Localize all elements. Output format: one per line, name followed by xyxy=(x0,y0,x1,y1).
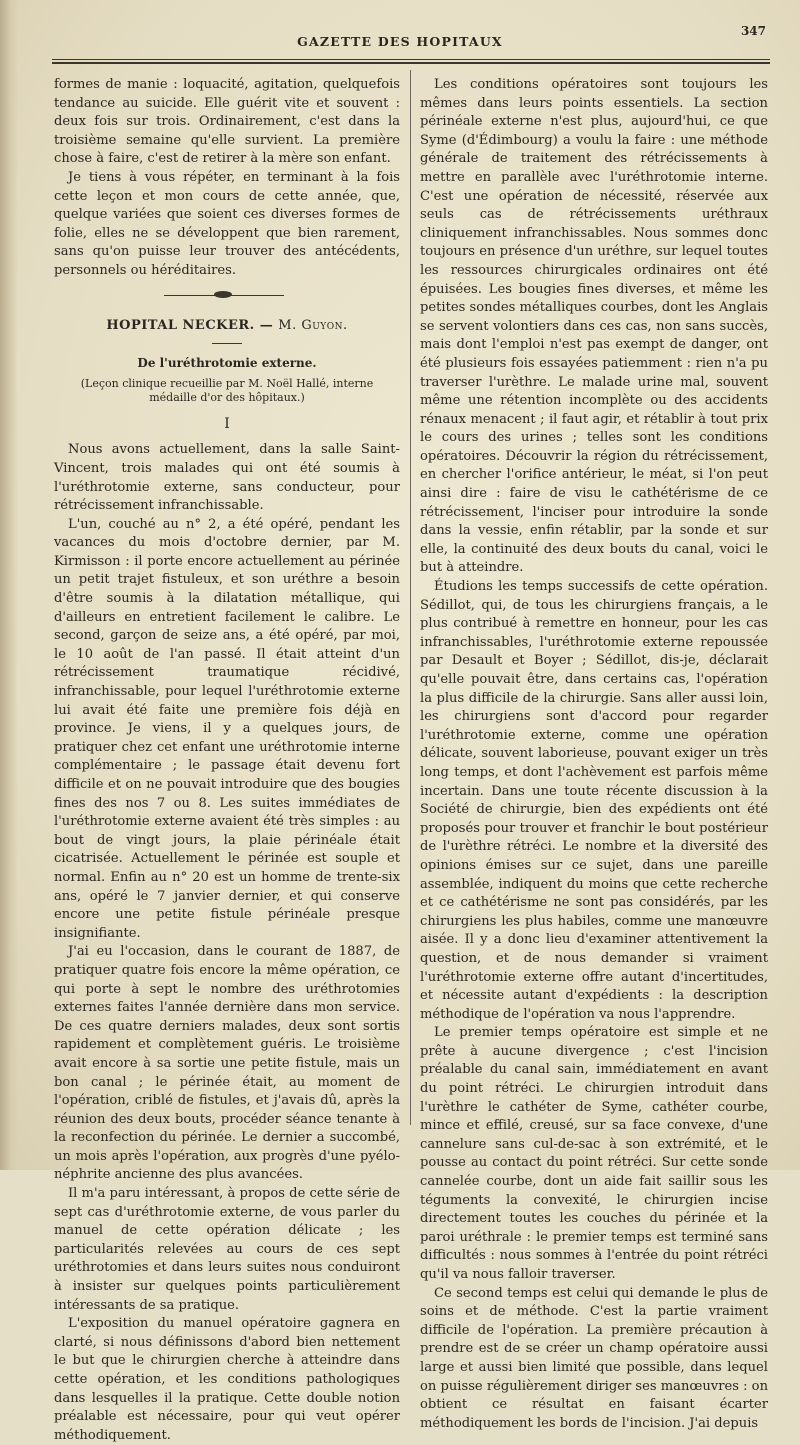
paragraph: L'exposition du manuel opératoire gagnera en clarté, si nous définissons d'abord bien nettement le but que le chirurgien cherche à atteindre dans cette opération, et les conditions pathologiques dans lesquelles il la pratique. Cette double notion préalable est nécessaire, pour qui veut opérer méthodiquement. xyxy=(54,1316,400,1443)
header-rule-thick xyxy=(52,62,770,64)
short-rule xyxy=(212,343,242,344)
page-binding-shadow xyxy=(0,0,18,1170)
column-divider xyxy=(410,70,411,1125)
section-heading-author: M. Guyon. xyxy=(278,317,348,333)
left-column xyxy=(54,76,400,1445)
lecture-credit: (Leçon clinique recueillie par M. Noël Hallé, interne médaille d'or des hôpitaux.) xyxy=(80,376,374,404)
paragraph: J'ai eu l'occasion, dans le courant de 1887, de pratiquer quatre fois encore la même opération, ce qui porte à sept le nombre des uréthrotomies externes faites l'année dernière dans mon service. De ces quatre derniers malades, deux sont sortis rapidement et complètement guéris. Le troisième avait encore à sa sortie une petite fistule, mais un bon canal ; le périnée était, au moment de l'opération, criblé de fistules, et j'avais dû, après la réunion des deux bouts, procéder séance tenante à la reconfection du périnée. Le dernier a succombé, un mois après l'opération, aux progrès d'une pyélo-néphrite ancienne des plus avancées. xyxy=(54,944,400,1183)
paragraph: Je tiens à vous répéter, en terminant à la fois cette leçon et mon cours de cette année, que, quelque variées que soient ces diverses formes de folie, elles ne se développent que bien rarement, sans qu'on puisse leur trouver des antécédents, personnels ou héréditaires. xyxy=(54,169,400,278)
paragraph: Il m'a paru intéressant, à propos de cette série de sept cas d'uréthrotomie externe, de vous parler du manuel de cette opération délicate ; les particularités relevées au cours de ces sept uréthrotomies et dans leurs suites nous conduiront à insister sur quelques points particulièrement intéressants de sa pratique. xyxy=(54,1186,400,1313)
paragraph: formes de manie : loquacité, agitation, quelquefois tendance au suicide. Elle guérit vite et souvent : deux fois sur trois. Ordinairement, c'est dans la troisième semaine qu'elle survient. La première chose à faire, c'est de retirer à la mère son enfant. xyxy=(54,77,400,167)
paragraph: Les conditions opératoires sont toujours les mêmes dans leurs points essentiels. La section périnéale externe n'est plus, aujourd'hui, ce que Syme (d'Édimbourg) a voulu la faire : une méthode générale de traitement des rétrécissements à mettre en parallèle avec l'uréthrotomie interne. C'est une opération de nécessité, réservée aux seuls cas de rétrécissements uréthraux cliniquement infranchissables. Nous sommes donc toujours en présence d'un uréthre, sur lequel toutes les ressources chirurgicales ordinaires ont été épuisées. Les bougies fines diverses, et même les petites sondes métalliques courbes, dont les Anglais se servent volontiers dans ces cas, non sans succès, mais dont l'emploi n'est pas exempt de danger, ont été plusieurs fois essayées patiemment : rien n'a pu traverser l'urèthre. Le malade urine mal, souvent même une rétention incomplète ou des accidents rénaux menacent ; il faut agir, et rétablir à tout prix le cours des urines ; telles sont les conditions opératoires. Découvrir la région du rétrécissement, en chercher l'orifice antérieur, le méat, si l'on peut ainsi dire : faire de visu le cathétérisme de ce rétrécissement, l'inciser pour introduire la sonde dans la vessie, enfin rétablir, par la sonde et sur elle, la continuité des deux bouts du canal, voici le but à atteindre. xyxy=(420,77,768,576)
ornamental-separator xyxy=(54,285,400,307)
paragraph: Le premier temps opératoire est simple et ne prête à aucune divergence ; c'est l'incision préalable du canal sain, immédiatement en avant du point rétréci. Le chirurgien introduit dans l'urèthre le cathéter de Syme, cathéter courbe, mince et effilé, creusé, sur sa face convexe, d'une cannelure sans cul-de-sac à son extrémité, et le pousse au contact du point rétréci. Sur cette sonde cannelée courbe, dont un aide fait saillir sous les téguments la convexité, le chirurgien incise directement toutes les couches du périnée et la paroi uréthrale : le premier temps est terminé sans difficultés : nous sommes à l'entrée du point rétréci qu'il va nous falloir traverser. xyxy=(420,1025,768,1282)
paragraph: Ce second temps est celui qui demande le plus de soins et de méthode. C'est la partie vraiment difficile de l'opération. La première précaution à prendre est de se créer un champ opératoire aussi large et aussi bien limité que possible, dans lequel on puisse régulièrement diriger ses manœuvres : on obtient ce résultat en faisant écarter méthodiquement les bords de l'incision. J'ai depuis xyxy=(420,1285,768,1431)
section-heading xyxy=(54,317,400,336)
paragraph: Nous avons actuellement, dans la salle Saint-Vincent, trois malades qui ont été soumis à l'uréthrotomie externe, sans conducteur, pour rétrécissement infranchissable. xyxy=(54,442,400,514)
page-number: 347 xyxy=(740,24,766,38)
header-rule-thin xyxy=(52,59,770,60)
part-number: I xyxy=(224,415,230,432)
paragraph: Étudions les temps successifs de cette opération. Sédillot, qui, de tous les chirurgiens français, a le plus contribué à remettre en honneur, pour les cas infranchissables, l'uréthrotomie externe repoussée par Desault et Boyer ; Sédillot, dis-je, déclarait qu'elle pouvait être, dans certains cas, l'opération la plus difficile de la chirurgie. Sans aller aussi loin, les chirurgiens sont d'accord pour regarder l'uréthrotomie externe, comme une opération délicate, souvent laborieuse, pouvant exiger un très long temps, et dont l'achèvement est parfois même incertain. Dans une toute récente discussion à la Société de chirurgie, bien des expédients ont été proposés pour trouver et franchir le bout postérieur de l'urèthre rétréci. Le nombre et la diversité des opinions émises sur ce sujet, dans une pareille assemblée, indiquent du moins que cette recherche et ce cathétérisme ne sont pas considérés, par les chirurgiens les plus habiles, comme une manœuvre aisée. Il y a donc lieu d'examiner attentivement la question, et de nous demander si vraiment l'uréthrotomie externe offre autant d'incertitudes, et nécessite autant d'expédients : la description méthodique de l'opération va nous l'apprendre. xyxy=(420,579,768,1022)
right-column xyxy=(420,76,768,1433)
section-heading-hospital: HOPITAL NECKER. — xyxy=(106,317,274,333)
article-subheading: De l'uréthrotomie externe. xyxy=(137,356,317,371)
running-header-title: GAZETTE DES HOPITAUX xyxy=(297,34,503,49)
paragraph: L'un, couché au n° 2, a été opéré, pendant les vacances du mois d'octobre dernier, par M. Kirmisson : il porte encore actuellement au périnée un petit trajet fistuleux, et son uréthre a besoin d'être soumis à la dilatation métallique, qui d'ailleurs en entretient facilement le calibre. Le second, garçon de seize ans, a été opéré, par moi, le 10 août de l'an passé. Il était atteint d'un rétrécissement traumatique récidivé, infranchissable, pour lequel l'uréthrotomie externe lui avait été faite une première fois déjà en province. Je viens, il y a quelques jours, de pratiquer chez cet enfant une uréthrotomie interne complémentaire ; le passage était devenu fort difficile et on ne pouvait introduire que des bougies fines des nos 7 ou 8. Les suites immédiates de l'uréthrotomie externe avaient été très simples : au bout de vingt jours, la plaie périnéale était cicatrisée. Actuellement le périnée est souple et normal. Enfin au n° 20 est un homme de trente-six ans, opéré le 7 janvier dernier, et qui conserve encore une petite fistule périnéale presque insignifiante. xyxy=(54,516,400,941)
